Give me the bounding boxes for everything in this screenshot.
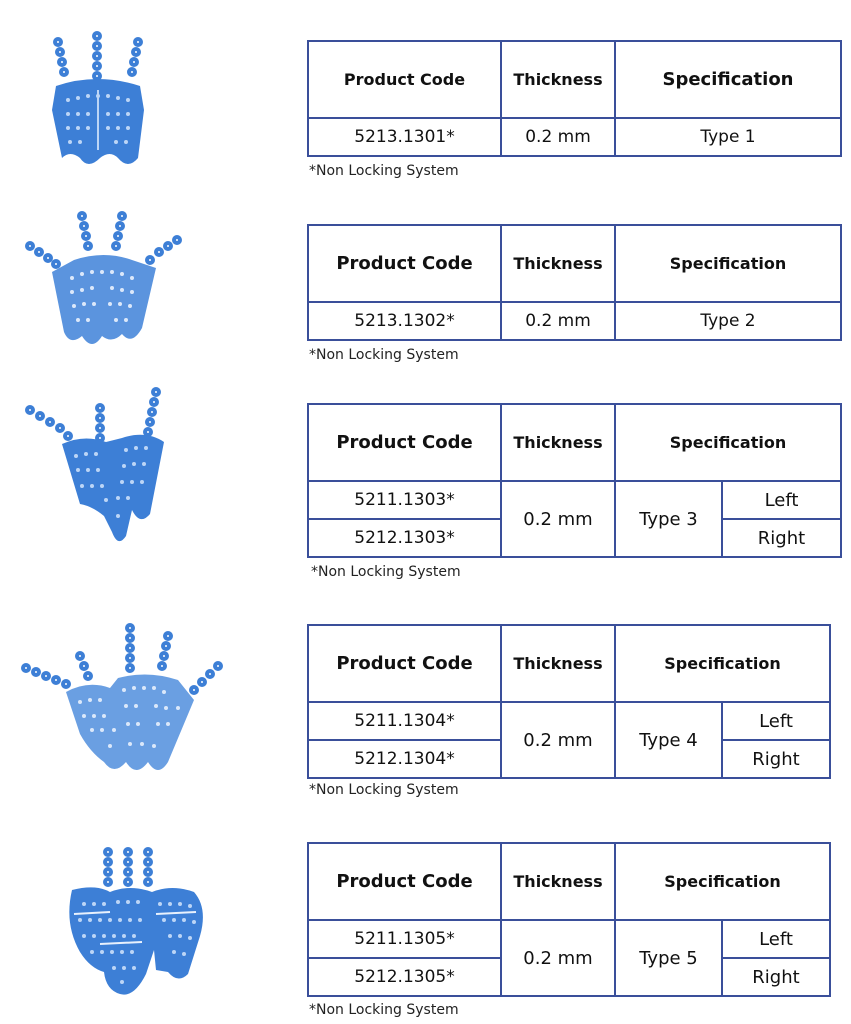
header-specification: Specification — [615, 225, 841, 302]
header-thickness: Thickness — [501, 404, 615, 481]
mesh-plate-type-4-image — [18, 622, 228, 780]
thickness-cell: 0.2 mm — [501, 302, 615, 340]
header-specification: Specification — [615, 404, 841, 481]
thickness-cell: 0.2 mm — [501, 920, 615, 996]
specification-cell: Type 2 — [615, 302, 841, 340]
product-table-type-4 — [307, 624, 831, 779]
mesh-plate-type-5-image — [60, 844, 210, 1004]
thickness-cell: 0.2 mm — [501, 481, 615, 557]
side-left-cell: Left — [722, 481, 841, 519]
header-thickness: Thickness — [501, 625, 615, 702]
product-code-cell: 5212.1304* — [308, 740, 501, 778]
product-table-type-5 — [307, 842, 831, 997]
header-specification: Specification — [615, 41, 841, 118]
mesh-plate-type-1-image — [40, 30, 160, 175]
header-specification: Specification — [615, 843, 830, 920]
thickness-cell: 0.2 mm — [501, 702, 615, 778]
product-table-type-2 — [307, 224, 842, 341]
header-product-code: Product Code — [308, 225, 501, 302]
side-right-cell: Right — [722, 958, 830, 996]
header-specification: Specification — [615, 625, 830, 702]
side-right-cell: Right — [722, 740, 830, 778]
product-code-cell: 5212.1303* — [308, 519, 501, 557]
side-right-cell: Right — [722, 519, 841, 557]
non-locking-note: *Non Locking System — [309, 782, 459, 798]
non-locking-note: *Non Locking System — [309, 347, 459, 363]
side-left-cell: Left — [722, 702, 830, 740]
side-left-cell: Left — [722, 920, 830, 958]
product-code-cell: 5213.1302* — [308, 302, 501, 340]
specification-cell: Type 4 — [615, 702, 722, 778]
non-locking-note: *Non Locking System — [309, 163, 459, 179]
header-product-code: Product Code — [308, 41, 501, 118]
header-thickness: Thickness — [501, 843, 615, 920]
specification-cell: Type 1 — [615, 118, 841, 156]
specification-cell: Type 5 — [615, 920, 722, 996]
product-table-type-1 — [307, 40, 842, 157]
product-code-cell: 5212.1305* — [308, 958, 501, 996]
header-thickness: Thickness — [501, 225, 615, 302]
product-table-type-3 — [307, 403, 842, 558]
header-thickness: Thickness — [501, 41, 615, 118]
header-product-code: Product Code — [308, 404, 501, 481]
mesh-plate-type-2-image — [22, 208, 187, 356]
product-code-cell: 5211.1303* — [308, 481, 501, 519]
product-code-cell: 5213.1301* — [308, 118, 501, 156]
specification-cell: Type 3 — [615, 481, 722, 557]
product-code-cell: 5211.1305* — [308, 920, 501, 958]
thickness-cell: 0.2 mm — [501, 118, 615, 156]
mesh-plate-type-3-image — [22, 386, 172, 546]
product-code-cell: 5211.1304* — [308, 702, 501, 740]
non-locking-note: *Non Locking System — [311, 564, 461, 580]
non-locking-note: *Non Locking System — [309, 1002, 459, 1018]
header-product-code: Product Code — [308, 625, 501, 702]
header-product-code: Product Code — [308, 843, 501, 920]
